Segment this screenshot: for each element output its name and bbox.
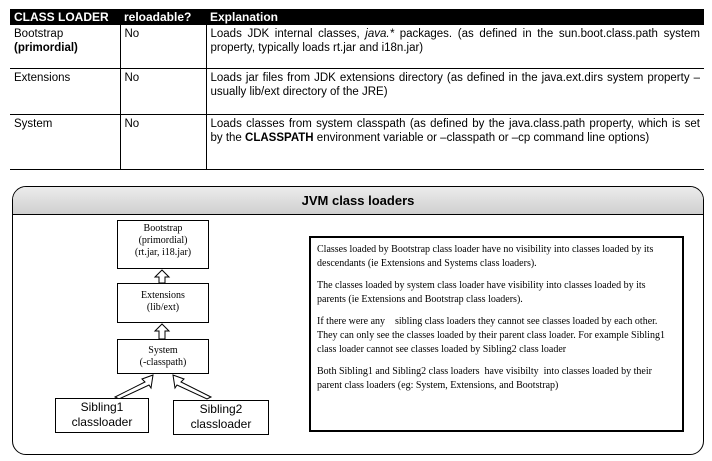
explanation-text-cont: packages. (as defined in the sun.boot.class.path system property, typically loads rt.jar and i18n.jar) [210,28,700,54]
cell-reloadable: No [120,69,206,115]
bootstrap-jars: (rt.jar, i18.jar) [134,247,192,258]
panel-title: JVM class loaders [13,187,703,215]
cell-loader: System [10,115,120,170]
explanation-text: Loads JDK internal classes, [210,28,366,40]
description-paragraph: Both Sibling1 and Sibling2 class loaders have visibilty into classes loaded by their parent class loaders (eg: System, Extensions, and Bootstrap) [317,366,655,391]
explanation-italic: java.* [365,28,395,40]
cell-explanation [206,25,704,69]
class-loader-table [10,9,704,170]
system-label: System [148,345,178,356]
sibling2-loader-box [173,400,269,435]
description-paragraph: If there were any sibling class loaders they cannot see classes loaded by each other. They can only see the classes loaded by their parent class loader. For example Sibling1 class loader cannot see classes loaded by Sibling2 class loader [317,316,668,355]
bootstrap-label: Bootstrap [143,223,183,234]
explanation-bold: CLASSPATH [245,132,314,144]
sibling2-label: Sibling2 [199,402,243,416]
table-row [10,25,704,69]
loader-name: Bootstrap [14,28,64,40]
header-explanation: Explanation [206,9,704,25]
header-class-loader: CLASS LOADER [10,9,120,25]
description-paragraph: Classes loaded by Bootstrap class loader have no visibility into classes loaded by its descendants (ie Extensions and Systems class loaders). [317,244,654,269]
arrow-sibling2-to-system [173,375,211,399]
table-header-row [10,9,704,25]
cell-loader: Extensions [10,69,120,115]
extensions-loader-box [117,283,209,323]
loader-subname: (primordial) [14,42,78,54]
cell-explanation: Loads jar files from JDK extensions directory (as defined in the java.ext.dirs system property – usually lib/ext directory of the JRE) [206,69,704,115]
cell-reloadable: No [120,25,206,69]
table-row [10,69,704,115]
header-reloadable: reloadable? [120,9,206,25]
system-sublabel: (-classpath) [139,357,187,368]
cell-loader [10,25,120,69]
sibling1-sublabel: classloader [71,415,133,429]
bootstrap-loader-box [117,220,209,269]
sibling2-sublabel: classloader [190,417,252,431]
bootstrap-sublabel: (primordial) [138,235,188,246]
visibility-description [309,236,684,432]
arrow-extensions-to-bootstrap [155,270,169,283]
extensions-sublabel: (lib/ext) [146,302,180,313]
cell-reloadable: No [120,115,206,170]
jvm-class-loaders-panel [12,186,704,455]
explanation-text: Loads classes from system classpath (as defined by the java.class.path property, which is set by the [210,118,700,144]
explanation-text-cont: environment variable or –classpath or –cp command line options) [313,132,650,144]
arrow-system-to-extensions [155,324,169,339]
cell-explanation [206,115,704,170]
arrow-sibling1-to-system [115,375,153,399]
system-loader-box [117,339,209,374]
table-row [10,115,704,170]
sibling1-label: Sibling1 [80,400,124,414]
extensions-label: Extensions [141,290,185,301]
sibling1-loader-box [55,398,149,433]
description-paragraph: The classes loaded by system class loader have visibility into classes loaded by its parents (ie Extensions and Bootstrap class loaders). [317,280,646,305]
